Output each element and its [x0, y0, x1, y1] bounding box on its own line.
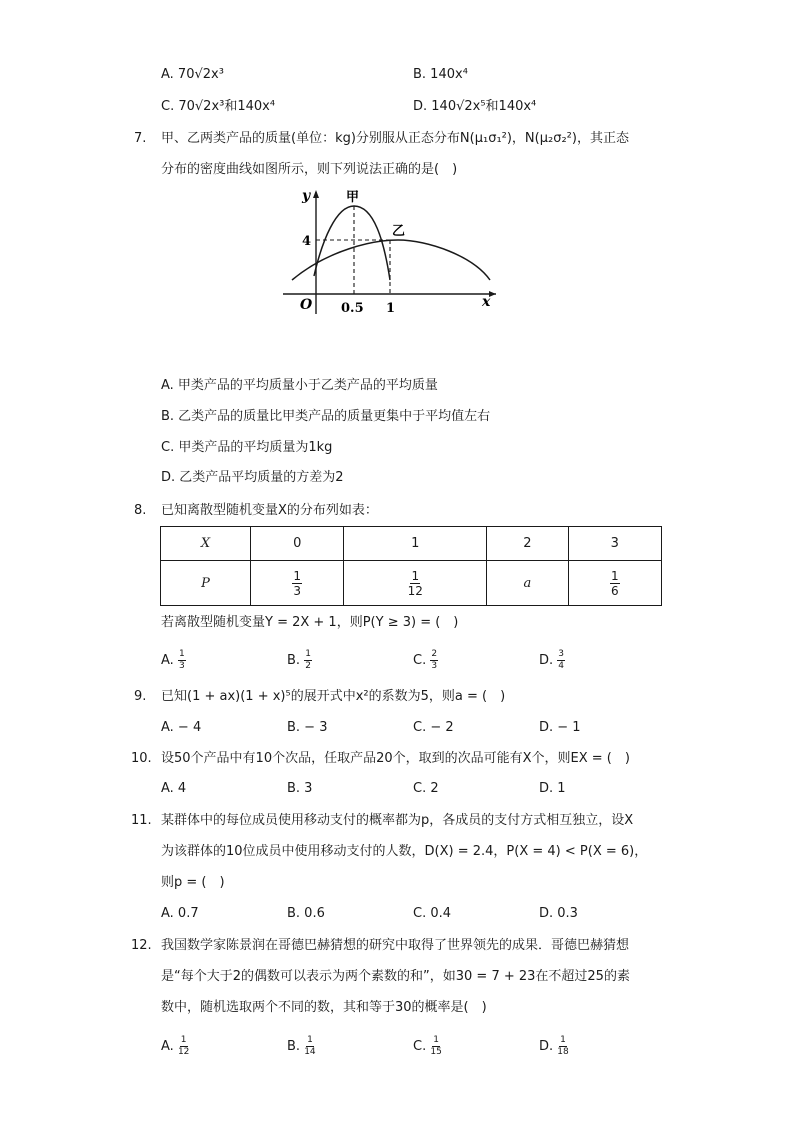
numerator: 1	[610, 568, 619, 583]
q6-option-d[interactable]: D. 140√2x⁵和140x⁴	[413, 99, 537, 114]
q10-option-c[interactable]: C. 2	[413, 781, 439, 796]
q11-stem-line-1: 某群体中的每位成员使用移动支付的概率都为p，各成员的支付方式相互独立，设X	[161, 813, 634, 828]
fraction	[430, 650, 438, 671]
q11-stem-line-3: 则p = ( )	[161, 875, 225, 890]
numerator: 1	[433, 1035, 439, 1045]
q12-stem-line-2: 是“每个大于2的偶数可以表示为两个素数的和”，如30 = 7 + 23在不超过25的素	[161, 969, 630, 984]
fraction	[408, 570, 423, 597]
q12-stem-line-1: 我国数学家陈景润在哥德巴赫猜想的研究中取得了世界领先的成果．哥德巴赫猜想	[161, 938, 630, 953]
q9-option-c[interactable]: C. − 2	[413, 720, 454, 735]
table-cell: 1	[344, 527, 487, 561]
fraction	[557, 1036, 568, 1057]
q10-option-d[interactable]: D. 1	[539, 781, 566, 796]
denominator: 2	[305, 661, 311, 671]
table-cell: 0	[251, 527, 344, 561]
q9-stem: 已知(1 + ax)(1 + x)⁵的展开式中x²的系数为5，则a = ( )	[161, 689, 506, 704]
denominator: 6	[610, 583, 619, 598]
q9-option-d[interactable]: D. − 1	[539, 720, 581, 735]
fraction	[557, 650, 565, 671]
fraction	[304, 650, 312, 671]
q7-stem-line-1: 甲、乙两类产品的质量(单位：kg)分别服从正态分布N(μ₁σ₁²)，N(μ₂σ₂²)，其正态	[161, 131, 629, 146]
curve-jia-label: 甲	[346, 190, 360, 205]
option-label: C.	[413, 1039, 427, 1054]
table-cell: P	[161, 561, 251, 606]
denominator: 12	[407, 583, 423, 598]
q10-option-a[interactable]: A. 4	[161, 781, 187, 796]
q7-option-b[interactable]: B. 乙类产品的质量比甲类产品的质量更集中于平均值左右	[161, 409, 491, 424]
q7-option-a[interactable]: A. 甲类产品的平均质量小于乙类产品的平均质量	[161, 378, 438, 393]
numerator: 1	[180, 1035, 187, 1045]
q10-stem: 设50个产品中有10个次品，任取产品20个，取到的次品可能有X个，则EX = ( )	[161, 751, 630, 766]
q8-option-d[interactable]	[539, 650, 565, 671]
q11-option-b[interactable]: B. 0.6	[287, 906, 325, 921]
q9-option-b[interactable]: B. − 3	[287, 720, 328, 735]
q7-stem-line-2: 分布的密度曲线如图所示，则下列说法正确的是( )	[161, 162, 458, 177]
q8-option-b[interactable]	[287, 650, 312, 671]
table-row	[161, 561, 662, 606]
x-tick-0-5: 0.5	[341, 301, 364, 316]
question-number: 10.	[131, 751, 152, 766]
denominator: 3	[293, 583, 302, 598]
question-number: 7.	[134, 131, 147, 146]
normal-density-figure	[278, 186, 502, 316]
origin-label: O	[300, 297, 313, 313]
question-number: 9.	[134, 689, 147, 704]
fraction	[430, 1036, 441, 1057]
numerator: 2	[431, 649, 438, 659]
curve-yi	[292, 240, 490, 280]
fraction	[610, 570, 620, 597]
denominator: 3	[178, 661, 185, 671]
denominator: 4	[558, 661, 565, 671]
fraction	[178, 650, 186, 671]
q8-option-c[interactable]	[413, 650, 438, 671]
table-cell	[251, 561, 344, 606]
q12-option-c[interactable]	[413, 1036, 442, 1057]
q6-option-b[interactable]: B. 140x⁴	[413, 67, 468, 82]
question-number: 8.	[134, 503, 147, 518]
q9-option-a[interactable]: A. − 4	[161, 720, 202, 735]
denominator: 14	[304, 1047, 316, 1057]
option-label: B.	[287, 653, 301, 668]
q12-option-b[interactable]	[287, 1036, 316, 1057]
q6-option-c[interactable]: C. 70√2x³和140x⁴	[161, 99, 276, 114]
numerator: 1	[305, 649, 311, 659]
q8-question: 若离散型随机变量Y = 2X + 1，则P(Y ≥ 3) = ( )	[161, 615, 459, 630]
question-number: 11.	[131, 813, 152, 828]
numerator: 3	[558, 649, 565, 659]
option-label: D.	[539, 653, 554, 668]
table-row	[161, 527, 662, 561]
fraction	[178, 1036, 189, 1057]
q12-option-d[interactable]	[539, 1036, 569, 1057]
y-tick-4: 4	[302, 234, 312, 249]
fraction	[304, 1036, 315, 1057]
numerator: 1	[560, 1035, 566, 1045]
q11-stem-line-2: 为该群体的10位成员中使用移动支付的人数，D(X) = 2.4，P(X = 4) < P(X = 6)，	[161, 844, 648, 859]
q8-stem: 已知离散型随机变量X的分布列如表：	[161, 503, 378, 518]
option-label: A.	[161, 1039, 174, 1054]
denominator: 12	[177, 1047, 190, 1057]
table-cell	[568, 561, 661, 606]
q6-option-a[interactable]: A. 70√2x³	[161, 67, 224, 82]
denominator: 18	[557, 1047, 569, 1057]
option-label: B.	[287, 1039, 301, 1054]
table-cell	[344, 561, 487, 606]
distribution-table	[160, 526, 662, 606]
option-label: D.	[539, 1039, 554, 1054]
q7-option-d[interactable]: D. 乙类产品平均质量的方差为2	[161, 470, 344, 485]
y-axis-arrow	[313, 190, 319, 198]
x-tick-1: 1	[386, 301, 396, 316]
q7-option-c[interactable]: C. 甲类产品的平均质量为1kg	[161, 440, 333, 455]
numerator: 1	[293, 568, 302, 583]
q11-option-c[interactable]: C. 0.4	[413, 906, 452, 921]
q10-option-b[interactable]: B. 3	[287, 781, 313, 796]
curve-yi-label: 乙	[392, 224, 406, 239]
fraction	[292, 570, 302, 597]
denominator: 3	[431, 661, 438, 671]
numerator: 1	[178, 649, 185, 659]
option-label: C.	[413, 653, 427, 668]
q12-stem-line-3: 数中，随机选取两个不同的数，其和等于30的概率是( )	[161, 1000, 487, 1015]
q11-option-a[interactable]: A. 0.7	[161, 906, 199, 921]
q12-option-a[interactable]	[161, 1036, 189, 1057]
q11-option-d[interactable]: D. 0.3	[539, 906, 578, 921]
table-cell: X	[161, 527, 251, 561]
y-axis-label: y	[302, 188, 311, 204]
denominator: 15	[430, 1047, 442, 1057]
q8-option-a[interactable]	[161, 650, 186, 671]
numerator: 1	[411, 568, 420, 583]
curve-jia	[314, 206, 390, 280]
x-axis-label: x	[482, 294, 491, 310]
table-cell: 3	[568, 527, 661, 561]
table-cell: 2	[487, 527, 568, 561]
table-cell: a	[487, 561, 568, 606]
numerator: 1	[307, 1035, 313, 1045]
option-label: A.	[161, 653, 174, 668]
question-number: 12.	[131, 938, 152, 953]
